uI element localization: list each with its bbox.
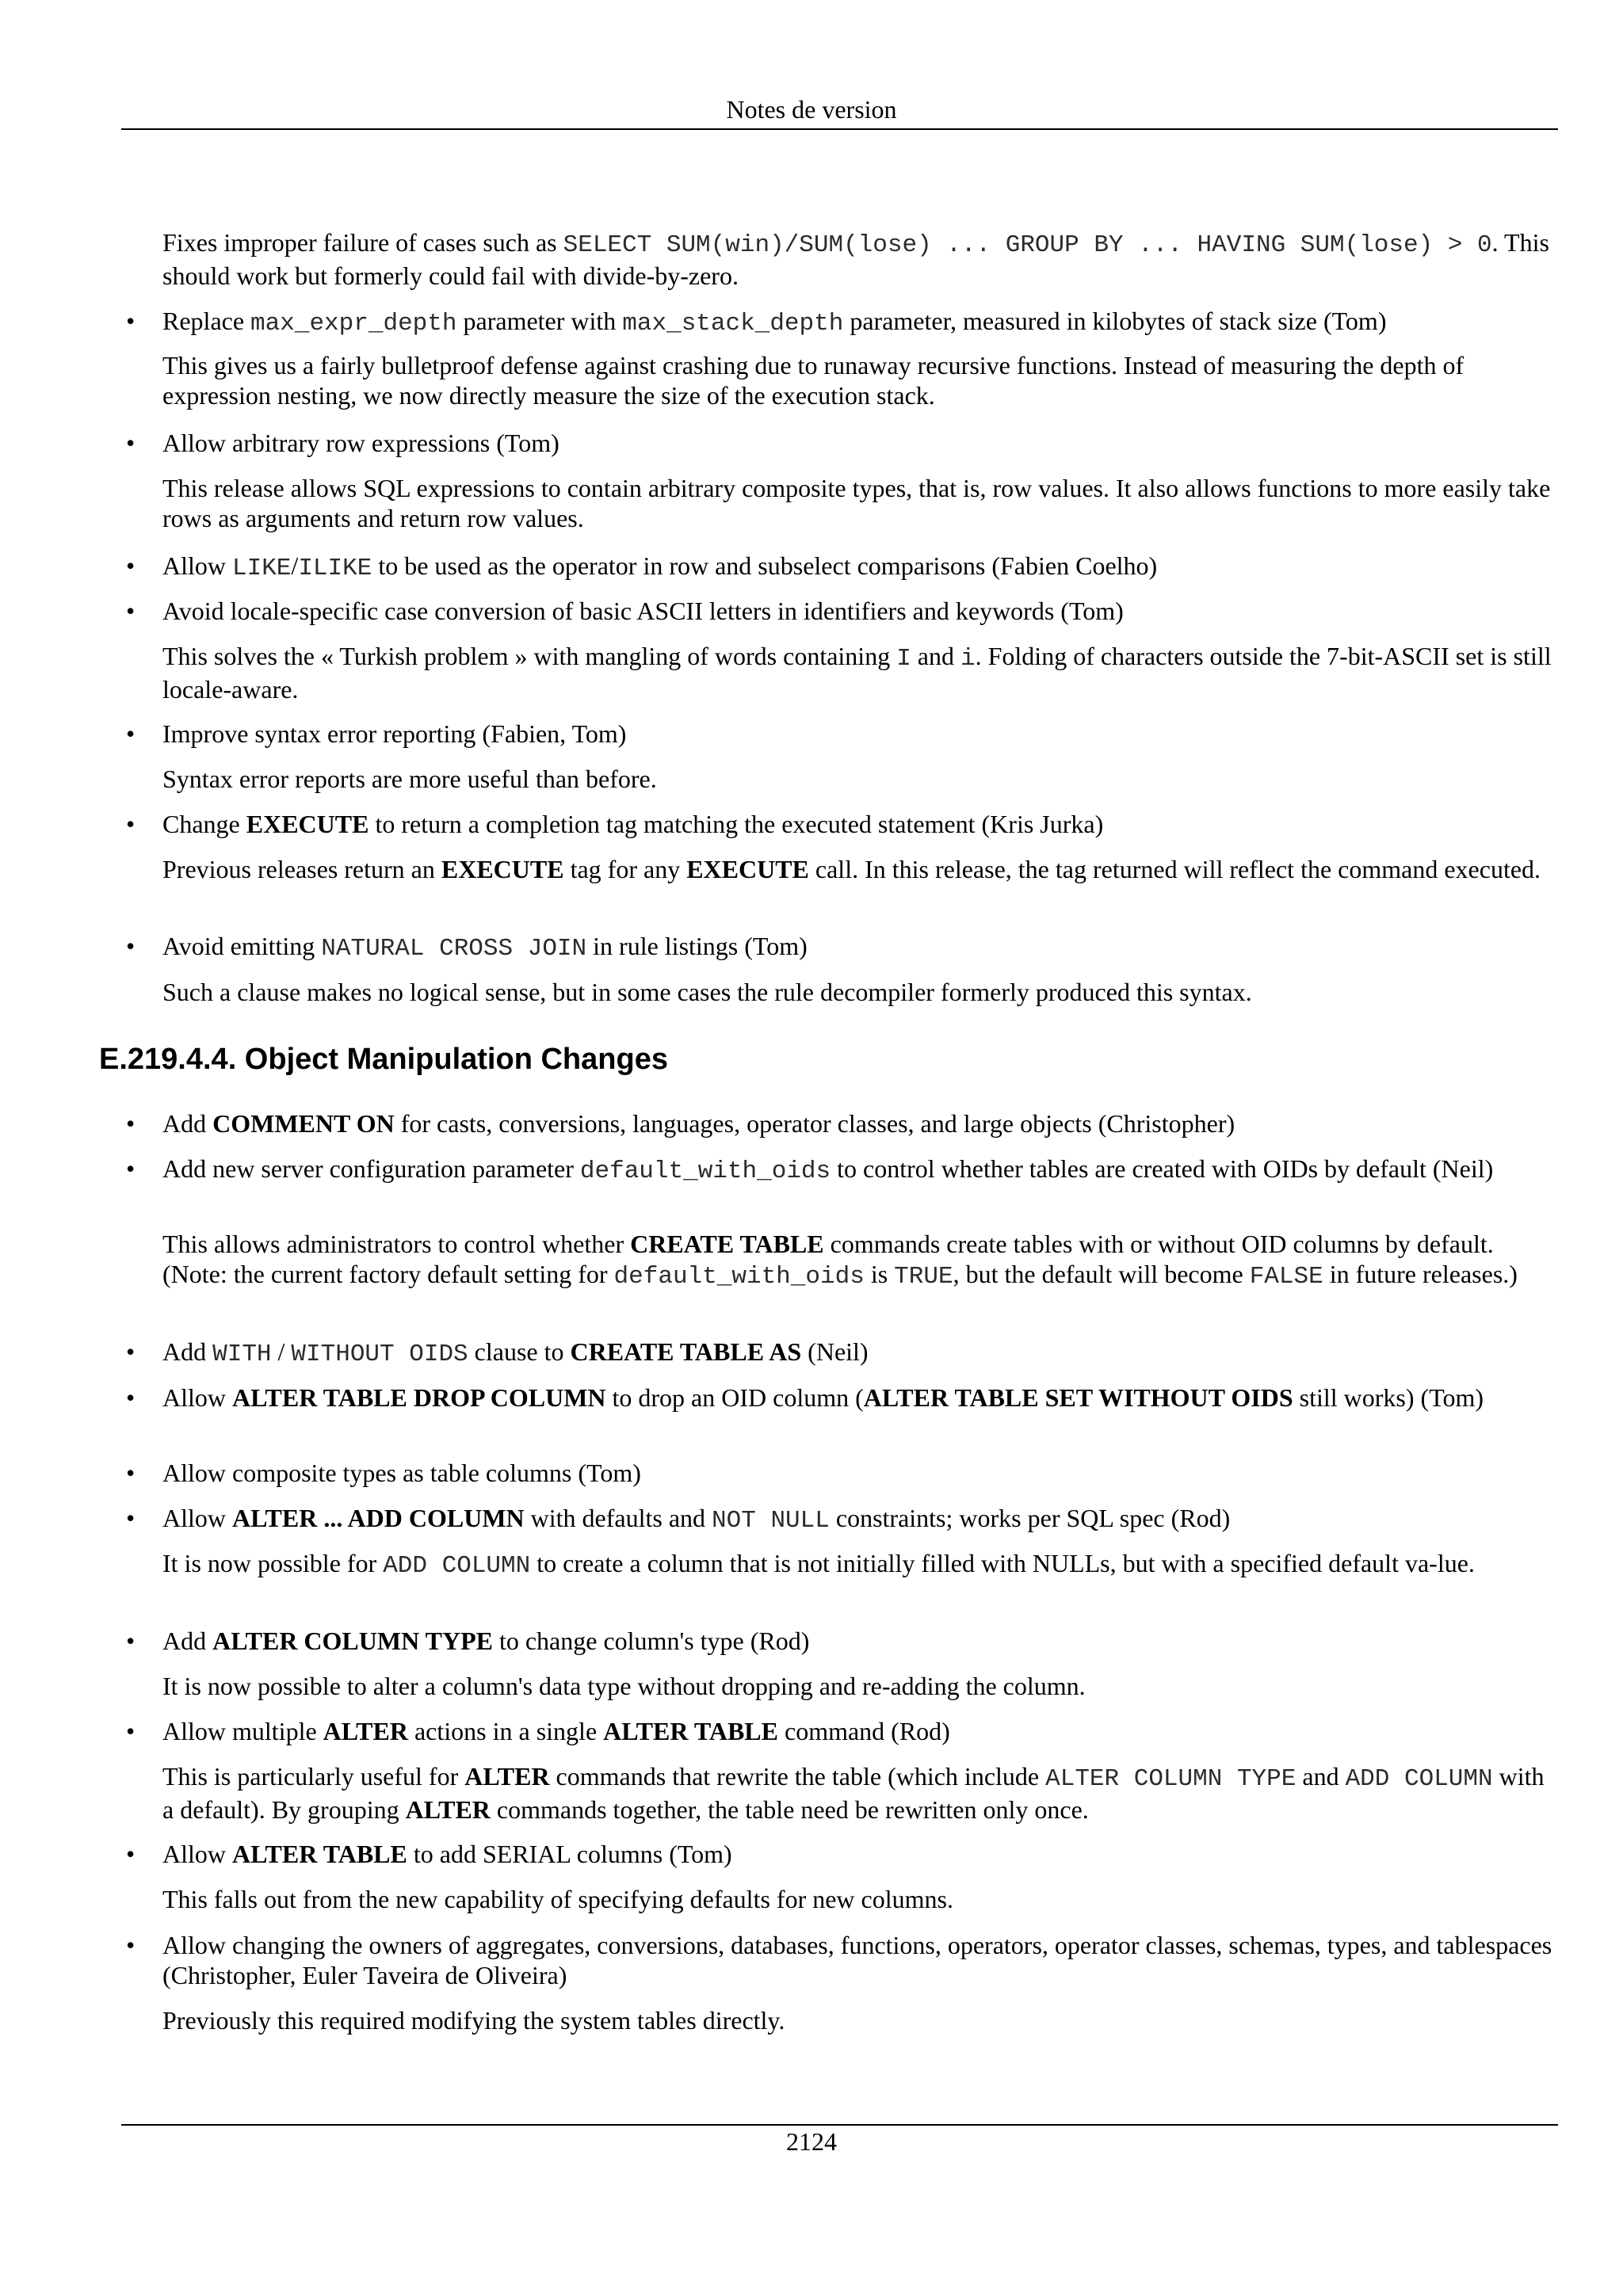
command-name: COMMENT ON: [212, 1109, 395, 1138]
list-item: [162, 1503, 1560, 1536]
text-run: Change: [162, 810, 246, 838]
bullet-marker: •: [126, 1154, 136, 1183]
list-item: [162, 1108, 1560, 1138]
text-run: Add: [162, 1337, 213, 1366]
text-run: Allow: [162, 551, 232, 580]
text-run: in future releases.): [1323, 1260, 1518, 1288]
text-run: Add: [162, 1627, 213, 1655]
list-item: [162, 1716, 1560, 1746]
text-run: and: [911, 642, 960, 670]
paragraph: [162, 350, 1560, 410]
text-run: Allow composite types as table columns (Tom): [162, 1459, 641, 1487]
list-item: [162, 1383, 1560, 1413]
paragraph: [162, 977, 1560, 1007]
text-run: with a default). By grouping: [162, 1762, 1545, 1824]
text-run: commands that rewrite the table (which include: [549, 1762, 1046, 1791]
text-run: Add: [162, 1109, 213, 1138]
paragraph: [162, 1884, 1560, 1914]
paragraph: [162, 1548, 1560, 1581]
text-run: Allow changing the owners of aggregates, conversions, databases, functions, operators, operator classes, schemas, types, and tablespaces (Christopher, Euler Taveira de Oliveira): [162, 1931, 1552, 1989]
text-run: to add SERIAL columns (Tom): [407, 1840, 732, 1868]
text-run: (Neil): [801, 1337, 869, 1366]
text-run: This allows administrators to control whether: [162, 1230, 631, 1258]
inline-code: I: [896, 645, 911, 673]
command-name: EXECUTE: [686, 855, 809, 883]
command-name: ALTER TABLE: [603, 1717, 778, 1745]
list-item: [162, 719, 1560, 749]
text-run: in rule listings (Tom): [586, 932, 808, 960]
paragraph: [162, 2005, 1560, 2035]
paragraph: [162, 1761, 1560, 1825]
text-run: Syntax error reports are more useful than before.: [162, 765, 657, 793]
page-number: 2124: [786, 2127, 837, 2156]
inline-code: WITH: [212, 1341, 272, 1368]
list-item: [162, 1839, 1560, 1869]
text-run: Previous releases return an: [162, 855, 441, 883]
bullet-marker: •: [126, 1337, 136, 1366]
list-item: [162, 931, 1560, 964]
bullet-marker: •: [126, 1109, 136, 1138]
text-run: It is now possible to alter a column's data type without dropping and re-adding the column.: [162, 1672, 1086, 1700]
list-item: [162, 1337, 1560, 1370]
text-run: Allow: [162, 1504, 232, 1532]
command-name: CREATE TABLE AS: [570, 1337, 802, 1366]
bullet-marker: •: [126, 1931, 136, 1959]
text-run: /: [291, 551, 299, 580]
paragraph: [162, 227, 1560, 291]
inline-code: ILIKE: [298, 555, 372, 582]
command-name: EXECUTE: [441, 855, 564, 883]
inline-code: ADD COLUMN: [1345, 1765, 1493, 1793]
inline-code: WITHOUT OIDS: [291, 1341, 468, 1368]
inline-code: LIKE: [232, 555, 292, 582]
text-run: Allow multiple: [162, 1717, 323, 1745]
command-name: ALTER TABLE DROP COLUMN: [232, 1383, 606, 1412]
header-rule: [121, 128, 1558, 130]
inline-code: ALTER COLUMN TYPE: [1045, 1765, 1296, 1793]
text-run: /: [271, 1337, 292, 1366]
text-run: Such a clause makes no logical sense, but in some cases the rule decompiler formerly produced this syntax.: [162, 978, 1252, 1006]
text-run: parameter with: [456, 307, 623, 335]
text-run: Previously this required modifying the system tables directly.: [162, 2006, 785, 2035]
command-name: ALTER ... ADD COLUMN: [232, 1504, 525, 1532]
text-run: Improve syntax error reporting (Fabien, Tom): [162, 719, 627, 748]
text-run: with defaults and: [524, 1504, 712, 1532]
inline-code: TRUE: [894, 1263, 953, 1291]
list-item: [162, 809, 1560, 839]
inline-code: ADD COLUMN: [383, 1552, 531, 1580]
text-run: Avoid emitting: [162, 932, 322, 960]
inline-code: NATURAL CROSS JOIN: [321, 935, 587, 963]
text-run: This solves the « Turkish problem » with mangling of words containing: [162, 642, 897, 670]
paragraph: [162, 473, 1560, 533]
text-run: Allow arbitrary row expressions (Tom): [162, 429, 559, 457]
inline-code: max_expr_depth: [250, 310, 457, 338]
command-name: ALTER TABLE SET WITHOUT OIDS: [863, 1383, 1293, 1412]
text-run: This falls out from the new capability of specifying defaults for new columns.: [162, 1885, 953, 1913]
paragraph: [162, 764, 1560, 794]
text-run: for casts, conversions, languages, operator classes, and large objects (Christopher): [394, 1109, 1235, 1138]
list-item: [162, 1626, 1560, 1656]
paragraph: [162, 1671, 1560, 1701]
command-name: CREATE TABLE: [630, 1230, 824, 1258]
command-name: ALTER COLUMN TYPE: [212, 1627, 493, 1655]
text-run: Avoid locale-specific case conversion of basic ASCII letters in identifiers and keywords (Tom): [162, 597, 1124, 625]
text-run: Fixes improper failure of cases such as: [162, 228, 563, 257]
section-heading: E.219.4.4. Object Manipulation Changes: [99, 1043, 668, 1076]
text-run: to return a completion tag matching the executed statement (Kris Jurka): [369, 810, 1104, 838]
list-item: [162, 1154, 1560, 1187]
inline-code: SELECT SUM(win)/SUM(lose) ... GROUP BY ... HAVING SUM(lose) > 0: [563, 231, 1492, 259]
bullet-marker: •: [126, 597, 136, 625]
command-name: EXECUTE: [246, 810, 369, 838]
text-run: commands create tables with or without OID columns by default. (Note: the current factory default setting for: [162, 1230, 1494, 1288]
command-name: ALTER: [405, 1795, 491, 1824]
text-run: It is now possible for: [162, 1549, 384, 1577]
paragraph: [162, 641, 1560, 704]
command-name: ALTER: [464, 1762, 550, 1791]
text-run: Add new server configuration parameter: [162, 1154, 580, 1183]
text-run: to change column's type (Rod): [492, 1627, 810, 1655]
bullet-marker: •: [126, 1504, 136, 1532]
bullet-marker: •: [126, 1840, 136, 1868]
bullet-marker: •: [126, 1627, 136, 1655]
text-run: and: [1296, 1762, 1346, 1791]
text-run: call. In this release, the tag returned will reflect the command executed.: [808, 855, 1541, 883]
list-item: [162, 1458, 1560, 1488]
paragraph: [162, 1229, 1560, 1292]
bullet-marker: •: [126, 719, 136, 748]
text-run: This gives us a fairly bulletproof defense against crashing due to runaway recursive functions. Instead of measuring the depth of expression nesting, we now directly measure the size of the execution stack.: [162, 351, 1465, 410]
text-run: command (Rod): [777, 1717, 950, 1745]
text-run: Allow: [162, 1840, 232, 1868]
text-run: This is particularly useful for: [162, 1762, 465, 1791]
list-item: [162, 551, 1560, 584]
inline-code: NOT NULL: [712, 1507, 830, 1535]
inline-code: default_with_oids: [579, 1158, 831, 1185]
bullet-marker: •: [126, 1459, 136, 1487]
text-run: constraints; works per SQL spec (Rod): [829, 1504, 1231, 1532]
bullet-marker: •: [126, 429, 136, 457]
inline-code: FALSE: [1249, 1263, 1323, 1291]
text-run: Replace: [162, 307, 251, 335]
text-run: , but the default will become: [953, 1260, 1250, 1288]
text-run: still works) (Tom): [1293, 1383, 1484, 1412]
text-run: tag for any: [563, 855, 687, 883]
list-item: [162, 596, 1560, 626]
text-run: commands together, the table need be rewritten only once.: [490, 1795, 1089, 1824]
inline-code: i: [960, 645, 976, 673]
text-run: to control whether tables are created with OIDs by default (Neil): [831, 1154, 1494, 1183]
text-run: This release allows SQL expressions to contain arbitrary composite types, that is, row values. It also allows functions to more easily take rows as arguments and return row values.: [162, 474, 1551, 532]
inline-code: default_with_oids: [613, 1263, 865, 1291]
bullet-marker: •: [126, 1717, 136, 1745]
command-name: ALTER: [323, 1717, 408, 1745]
text-run: actions in a single: [407, 1717, 604, 1745]
inline-code: max_stack_depth: [622, 310, 844, 338]
text-run: clause to: [468, 1337, 571, 1366]
bullet-marker: •: [126, 1383, 136, 1412]
list-item: [162, 1930, 1560, 1990]
text-run: to create a column that is not initially filled with NULLs, but with a specified default va-lue.: [530, 1549, 1475, 1577]
text-run: parameter, measured in kilobytes of stack size (Tom): [843, 307, 1387, 335]
bullet-marker: •: [126, 932, 136, 960]
list-item: [162, 306, 1560, 339]
text-run: to be used as the operator in row and subselect comparisons (Fabien Coelho): [372, 551, 1158, 580]
command-name: ALTER TABLE: [232, 1840, 407, 1868]
list-item: [162, 428, 1560, 458]
text-run: to drop an OID column (: [605, 1383, 864, 1412]
paragraph: [162, 854, 1560, 884]
text-run: Allow: [162, 1383, 232, 1412]
bullet-marker: •: [126, 307, 136, 335]
text-run: is: [864, 1260, 895, 1288]
text-run: . Folding of characters outside the 7-bit-ASCII set is still locale-aware.: [162, 642, 1552, 704]
bullet-marker: •: [126, 810, 136, 838]
running-header: Notes de version: [726, 95, 897, 124]
text-run: . This should work but formerly could fail with divide-by-zero.: [162, 228, 1549, 290]
bullet-marker: •: [126, 551, 136, 580]
